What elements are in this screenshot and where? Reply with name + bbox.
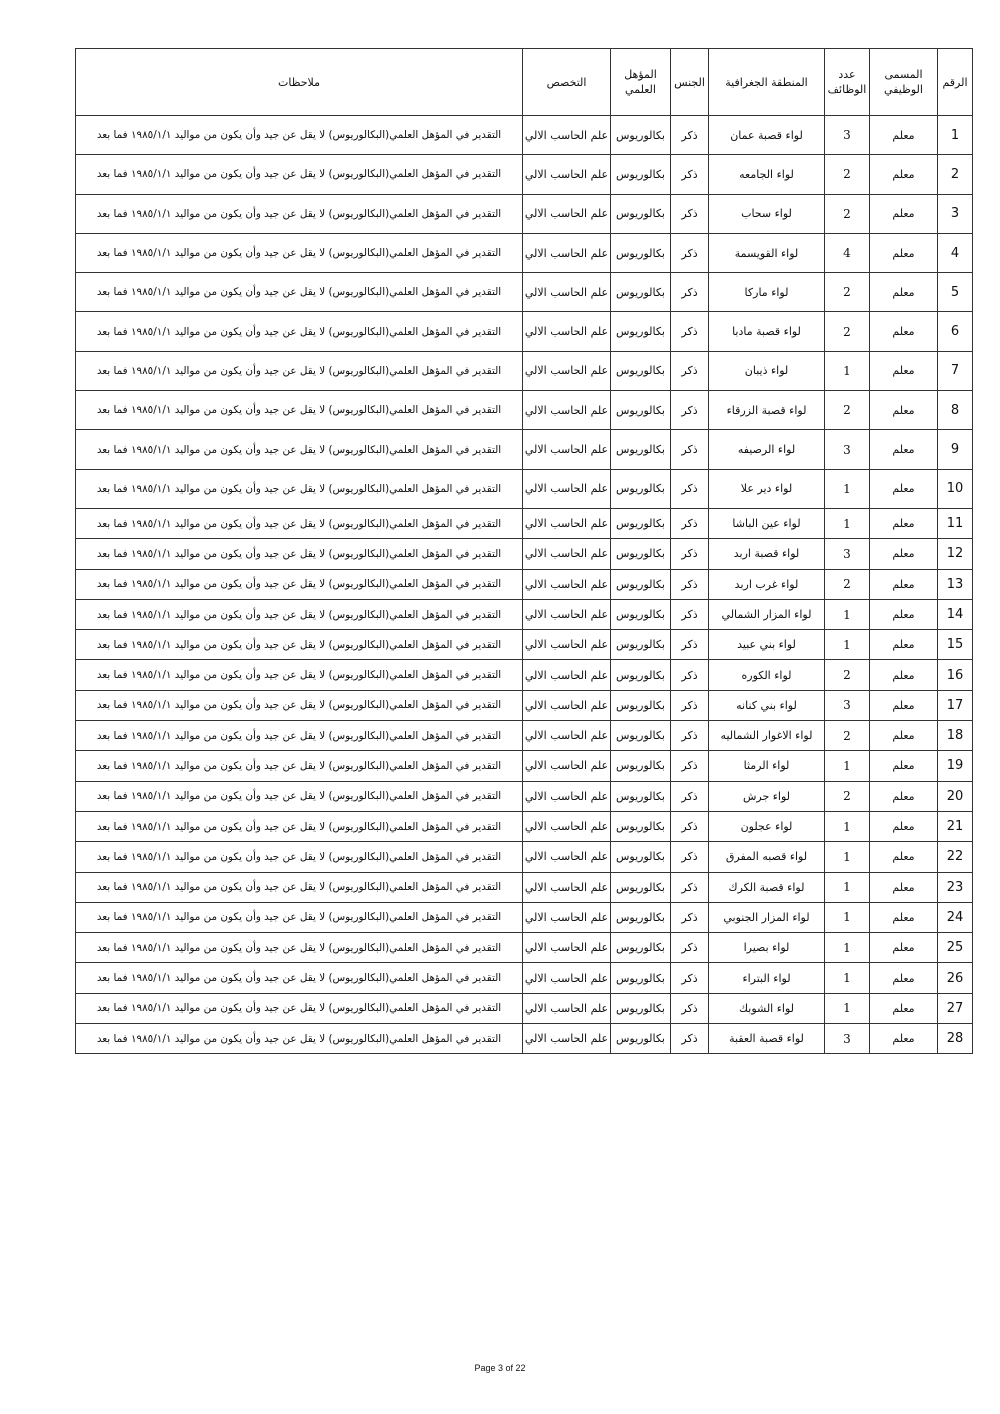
cell-region: لواء قصبه المفرق [709,842,825,872]
cell-num: 17 [938,690,973,720]
cell-notes: التقدير في المؤهل العلمي(البكالوريوس) لا يقل عن جيد وأن يكون من مواليد ١٩٨٥/١/١ فما بعد [76,811,523,841]
cell-gender: ذكر [671,469,709,508]
cell-notes: التقدير في المؤهل العلمي(البكالوريوس) لا يقل عن جيد وأن يكون من مواليد ١٩٨٥/١/١ فما بعد [76,993,523,1023]
cell-specialization: علم الحاسب الالي [523,351,611,390]
cell-specialization: علم الحاسب الالي [523,1024,611,1054]
cell-qualification: بكالوريوس [611,993,671,1023]
cell-specialization: علم الحاسب الالي [523,194,611,233]
cell-region: لواء سحاب [709,194,825,233]
cell-count: 1 [825,751,870,781]
jobs-table [75,48,973,1054]
cell-specialization: علم الحاسب الالي [523,508,611,538]
cell-num: 22 [938,842,973,872]
cell-specialization: علم الحاسب الالي [523,781,611,811]
cell-notes: التقدير في المؤهل العلمي(البكالوريوس) لا يقل عن جيد وأن يكون من مواليد ١٩٨٥/١/١ فما بعد [76,233,523,272]
cell-count: 1 [825,902,870,932]
cell-specialization: علم الحاسب الالي [523,811,611,841]
cell-specialization: علم الحاسب الالي [523,391,611,430]
cell-count: 1 [825,630,870,660]
cell-job-title: معلم [870,993,938,1023]
cell-region: لواء ذيبان [709,351,825,390]
cell-gender: ذكر [671,872,709,902]
cell-gender: ذكر [671,630,709,660]
table-row [76,1024,973,1054]
cell-gender: ذكر [671,690,709,720]
cell-num: 6 [938,312,973,351]
cell-specialization: علم الحاسب الالي [523,469,611,508]
table-row [76,963,973,993]
table-row [76,993,973,1023]
cell-num: 7 [938,351,973,390]
cell-job-title: معلم [870,233,938,272]
cell-qualification: بكالوريوس [611,391,671,430]
cell-qualification: بكالوريوس [611,155,671,194]
cell-qualification: بكالوريوس [611,660,671,690]
cell-region: لواء عين الباشا [709,508,825,538]
cell-num: 25 [938,933,973,963]
header-specialization: التخصص [523,49,611,116]
table-row [76,430,973,469]
cell-qualification: بكالوريوس [611,430,671,469]
cell-specialization: علم الحاسب الالي [523,751,611,781]
cell-gender: ذكر [671,963,709,993]
cell-job-title: معلم [870,312,938,351]
cell-gender: ذكر [671,351,709,390]
table-row [76,630,973,660]
table-header-row [76,49,973,116]
cell-count: 1 [825,508,870,538]
cell-specialization: علم الحاسب الالي [523,630,611,660]
cell-num: 14 [938,599,973,629]
cell-notes: التقدير في المؤهل العلمي(البكالوريوس) لا يقل عن جيد وأن يكون من مواليد ١٩٨٥/١/١ فما بعد [76,690,523,720]
cell-qualification: بكالوريوس [611,690,671,720]
cell-qualification: بكالوريوس [611,751,671,781]
cell-count: 1 [825,351,870,390]
cell-num: 18 [938,721,973,751]
cell-job-title: معلم [870,599,938,629]
cell-region: لواء قصبة الكرك [709,872,825,902]
cell-qualification: بكالوريوس [611,630,671,660]
cell-qualification: بكالوريوس [611,351,671,390]
cell-region: لواء غرب اربد [709,569,825,599]
cell-qualification: بكالوريوس [611,569,671,599]
cell-notes: التقدير في المؤهل العلمي(البكالوريوس) لا يقل عن جيد وأن يكون من مواليد ١٩٨٥/١/١ فما بعد [76,660,523,690]
cell-num: 27 [938,993,973,1023]
table-row [76,391,973,430]
cell-specialization: علم الحاسب الالي [523,155,611,194]
cell-specialization: علم الحاسب الالي [523,273,611,312]
cell-region: لواء الرمثا [709,751,825,781]
cell-notes: التقدير في المؤهل العلمي(البكالوريوس) لا يقل عن جيد وأن يكون من مواليد ١٩٨٥/١/١ فما بعد [76,194,523,233]
cell-job-title: معلم [870,811,938,841]
cell-notes: التقدير في المؤهل العلمي(البكالوريوس) لا يقل عن جيد وأن يكون من مواليد ١٩٨٥/١/١ فما بعد [76,312,523,351]
cell-job-title: معلم [870,721,938,751]
table-row [76,508,973,538]
cell-num: 19 [938,751,973,781]
cell-region: لواء الرصيفه [709,430,825,469]
cell-count: 3 [825,539,870,569]
table-row [76,351,973,390]
cell-specialization: علم الحاسب الالي [523,933,611,963]
cell-job-title: معلم [870,116,938,155]
cell-job-title: معلم [870,690,938,720]
cell-qualification: بكالوريوس [611,963,671,993]
cell-gender: ذكر [671,599,709,629]
header-num: الرقم [938,49,973,116]
cell-qualification: بكالوريوس [611,469,671,508]
table-row [76,660,973,690]
cell-num: 15 [938,630,973,660]
cell-job-title: معلم [870,902,938,932]
cell-num: 1 [938,116,973,155]
cell-count: 1 [825,599,870,629]
cell-notes: التقدير في المؤهل العلمي(البكالوريوس) لا يقل عن جيد وأن يكون من مواليد ١٩٨٥/١/١ فما بعد [76,508,523,538]
cell-gender: ذكر [671,312,709,351]
table-row [76,599,973,629]
header-job-title: المسمى الوظيفي [870,49,938,116]
cell-num: 16 [938,660,973,690]
cell-specialization: علم الحاسب الالي [523,599,611,629]
table-row [76,751,973,781]
cell-specialization: علم الحاسب الالي [523,721,611,751]
cell-qualification: بكالوريوس [611,811,671,841]
cell-count: 2 [825,194,870,233]
cell-job-title: معلم [870,539,938,569]
cell-num: 21 [938,811,973,841]
header-region: المنطقة الجغرافية [709,49,825,116]
cell-gender: ذكر [671,391,709,430]
cell-count: 2 [825,155,870,194]
cell-notes: التقدير في المؤهل العلمي(البكالوريوس) لا يقل عن جيد وأن يكون من مواليد ١٩٨٥/١/١ فما بعد [76,155,523,194]
table-row [76,273,973,312]
header-qualification: المؤهل العلمي [611,49,671,116]
cell-region: لواء بصيرا [709,933,825,963]
cell-qualification: بكالوريوس [611,539,671,569]
cell-num: 26 [938,963,973,993]
cell-specialization: علم الحاسب الالي [523,116,611,155]
cell-count: 2 [825,312,870,351]
cell-job-title: معلم [870,781,938,811]
cell-region: لواء دير علا [709,469,825,508]
cell-region: لواء ماركا [709,273,825,312]
cell-specialization: علم الحاسب الالي [523,233,611,272]
cell-specialization: علم الحاسب الالي [523,312,611,351]
cell-job-title: معلم [870,933,938,963]
cell-num: 3 [938,194,973,233]
cell-job-title: معلم [870,351,938,390]
table-row [76,312,973,351]
cell-qualification: بكالوريوس [611,194,671,233]
cell-count: 3 [825,430,870,469]
cell-notes: التقدير في المؤهل العلمي(البكالوريوس) لا يقل عن جيد وأن يكون من مواليد ١٩٨٥/١/١ فما بعد [76,842,523,872]
cell-num: 13 [938,569,973,599]
table-row [76,811,973,841]
cell-job-title: معلم [870,630,938,660]
cell-job-title: معلم [870,430,938,469]
cell-region: لواء جرش [709,781,825,811]
header-gender: الجنس [671,49,709,116]
cell-job-title: معلم [870,273,938,312]
cell-num: 20 [938,781,973,811]
cell-num: 5 [938,273,973,312]
cell-specialization: علم الحاسب الالي [523,430,611,469]
table-row [76,842,973,872]
cell-count: 3 [825,116,870,155]
table-row [76,690,973,720]
cell-region: لواء الاغوار الشماليه [709,721,825,751]
cell-num: 24 [938,902,973,932]
cell-qualification: بكالوريوس [611,721,671,751]
cell-region: لواء المزار الجنوبي [709,902,825,932]
cell-count: 2 [825,781,870,811]
cell-gender: ذكر [671,660,709,690]
cell-count: 1 [825,842,870,872]
table-row [76,781,973,811]
cell-notes: التقدير في المؤهل العلمي(البكالوريوس) لا يقل عن جيد وأن يكون من مواليد ١٩٨٥/١/١ فما بعد [76,1024,523,1054]
cell-gender: ذكر [671,721,709,751]
cell-region: لواء الشوبك [709,993,825,1023]
cell-notes: التقدير في المؤهل العلمي(البكالوريوس) لا يقل عن جيد وأن يكون من مواليد ١٩٨٥/١/١ فما بعد [76,599,523,629]
cell-qualification: بكالوريوس [611,781,671,811]
cell-count: 2 [825,660,870,690]
cell-notes: التقدير في المؤهل العلمي(البكالوريوس) لا يقل عن جيد وأن يكون من مواليد ١٩٨٥/١/١ فما بعد [76,721,523,751]
cell-job-title: معلم [870,963,938,993]
cell-count: 2 [825,273,870,312]
cell-gender: ذكر [671,155,709,194]
cell-region: لواء قصبة مادبا [709,312,825,351]
cell-count: 1 [825,872,870,902]
cell-qualification: بكالوريوس [611,312,671,351]
cell-count: 1 [825,993,870,1023]
cell-job-title: معلم [870,194,938,233]
cell-job-title: معلم [870,872,938,902]
cell-notes: التقدير في المؤهل العلمي(البكالوريوس) لا يقل عن جيد وأن يكون من مواليد ١٩٨٥/١/١ فما بعد [76,569,523,599]
cell-region: لواء الكوره [709,660,825,690]
cell-specialization: علم الحاسب الالي [523,963,611,993]
cell-qualification: بكالوريوس [611,1024,671,1054]
cell-notes: التقدير في المؤهل العلمي(البكالوريوس) لا يقل عن جيد وأن يكون من مواليد ١٩٨٥/١/١ فما بعد [76,391,523,430]
table-row [76,116,973,155]
cell-specialization: علم الحاسب الالي [523,569,611,599]
cell-num: 9 [938,430,973,469]
cell-notes: التقدير في المؤهل العلمي(البكالوريوس) لا يقل عن جيد وأن يكون من مواليد ١٩٨٥/١/١ فما بعد [76,933,523,963]
cell-job-title: معلم [870,155,938,194]
cell-region: لواء بني عبيد [709,630,825,660]
cell-num: 11 [938,508,973,538]
cell-count: 2 [825,569,870,599]
cell-notes: التقدير في المؤهل العلمي(البكالوريوس) لا يقل عن جيد وأن يكون من مواليد ١٩٨٥/١/١ فما بعد [76,781,523,811]
table-row [76,902,973,932]
cell-gender: ذكر [671,842,709,872]
cell-count: 1 [825,963,870,993]
cell-job-title: معلم [870,660,938,690]
table-row [76,539,973,569]
cell-job-title: معلم [870,508,938,538]
cell-gender: ذكر [671,430,709,469]
cell-gender: ذكر [671,508,709,538]
header-count: عدد الوظائف [825,49,870,116]
cell-notes: التقدير في المؤهل العلمي(البكالوريوس) لا يقل عن جيد وأن يكون من مواليد ١٩٨٥/١/١ فما بعد [76,630,523,660]
cell-num: 12 [938,539,973,569]
header-notes: ملاحظات [76,49,523,116]
cell-num: 10 [938,469,973,508]
cell-notes: التقدير في المؤهل العلمي(البكالوريوس) لا يقل عن جيد وأن يكون من مواليد ١٩٨٥/١/١ فما بعد [76,351,523,390]
cell-notes: التقدير في المؤهل العلمي(البكالوريوس) لا يقل عن جيد وأن يكون من مواليد ١٩٨٥/١/١ فما بعد [76,273,523,312]
cell-region: لواء عجلون [709,811,825,841]
table-row [76,469,973,508]
cell-gender: ذكر [671,233,709,272]
cell-job-title: معلم [870,842,938,872]
cell-notes: التقدير في المؤهل العلمي(البكالوريوس) لا يقل عن جيد وأن يكون من مواليد ١٩٨٥/١/١ فما بعد [76,539,523,569]
cell-count: 3 [825,690,870,720]
cell-gender: ذكر [671,902,709,932]
cell-num: 4 [938,233,973,272]
cell-count: 1 [825,811,870,841]
cell-notes: التقدير في المؤهل العلمي(البكالوريوس) لا يقل عن جيد وأن يكون من مواليد ١٩٨٥/١/١ فما بعد [76,469,523,508]
cell-gender: ذكر [671,116,709,155]
table-row [76,569,973,599]
cell-region: لواء قصبة العقبة [709,1024,825,1054]
cell-region: لواء قصبة الزرقاء [709,391,825,430]
table-row [76,233,973,272]
cell-gender: ذكر [671,781,709,811]
cell-num: 2 [938,155,973,194]
cell-qualification: بكالوريوس [611,599,671,629]
cell-notes: التقدير في المؤهل العلمي(البكالوريوس) لا يقل عن جيد وأن يكون من مواليد ١٩٨٥/١/١ فما بعد [76,872,523,902]
table-row [76,933,973,963]
cell-qualification: بكالوريوس [611,902,671,932]
cell-num: 28 [938,1024,973,1054]
cell-qualification: بكالوريوس [611,933,671,963]
cell-gender: ذكر [671,993,709,1023]
cell-gender: ذكر [671,273,709,312]
cell-gender: ذكر [671,569,709,599]
cell-qualification: بكالوريوس [611,508,671,538]
cell-count: 2 [825,391,870,430]
cell-specialization: علم الحاسب الالي [523,872,611,902]
page-number: Page 3 of 22 [474,1363,526,1373]
table-row [76,155,973,194]
cell-region: لواء الجامعه [709,155,825,194]
cell-specialization: علم الحاسب الالي [523,690,611,720]
table-row [76,872,973,902]
cell-gender: ذكر [671,1024,709,1054]
cell-specialization: علم الحاسب الالي [523,842,611,872]
cell-notes: التقدير في المؤهل العلمي(البكالوريوس) لا يقل عن جيد وأن يكون من مواليد ١٩٨٥/١/١ فما بعد [76,902,523,932]
table-row [76,721,973,751]
cell-job-title: معلم [870,569,938,599]
cell-qualification: بكالوريوس [611,842,671,872]
cell-qualification: بكالوريوس [611,233,671,272]
cell-qualification: بكالوريوس [611,872,671,902]
cell-count: 1 [825,933,870,963]
cell-count: 3 [825,1024,870,1054]
cell-gender: ذكر [671,751,709,781]
cell-region: لواء البتراء [709,963,825,993]
cell-gender: ذكر [671,933,709,963]
cell-gender: ذكر [671,194,709,233]
cell-region: لواء المزار الشمالي [709,599,825,629]
cell-num: 23 [938,872,973,902]
cell-num: 8 [938,391,973,430]
cell-count: 1 [825,469,870,508]
cell-region: لواء القويسمة [709,233,825,272]
cell-region: لواء بني كنانه [709,690,825,720]
cell-qualification: بكالوريوس [611,273,671,312]
cell-specialization: علم الحاسب الالي [523,660,611,690]
cell-job-title: معلم [870,469,938,508]
cell-notes: التقدير في المؤهل العلمي(البكالوريوس) لا يقل عن جيد وأن يكون من مواليد ١٩٨٥/١/١ فما بعد [76,430,523,469]
cell-job-title: معلم [870,751,938,781]
cell-specialization: علم الحاسب الالي [523,902,611,932]
cell-notes: التقدير في المؤهل العلمي(البكالوريوس) لا يقل عن جيد وأن يكون من مواليد ١٩٨٥/١/١ فما بعد [76,751,523,781]
cell-region: لواء قصبة اربد [709,539,825,569]
cell-notes: التقدير في المؤهل العلمي(البكالوريوس) لا يقل عن جيد وأن يكون من مواليد ١٩٨٥/١/١ فما بعد [76,963,523,993]
cell-qualification: بكالوريوس [611,116,671,155]
cell-gender: ذكر [671,539,709,569]
cell-job-title: معلم [870,391,938,430]
cell-notes: التقدير في المؤهل العلمي(البكالوريوس) لا يقل عن جيد وأن يكون من مواليد ١٩٨٥/١/١ فما بعد [76,116,523,155]
cell-region: لواء قصبة عمان [709,116,825,155]
cell-specialization: علم الحاسب الالي [523,539,611,569]
table-row [76,194,973,233]
cell-specialization: علم الحاسب الالي [523,993,611,1023]
cell-gender: ذكر [671,811,709,841]
cell-count: 4 [825,233,870,272]
cell-job-title: معلم [870,1024,938,1054]
cell-count: 2 [825,721,870,751]
